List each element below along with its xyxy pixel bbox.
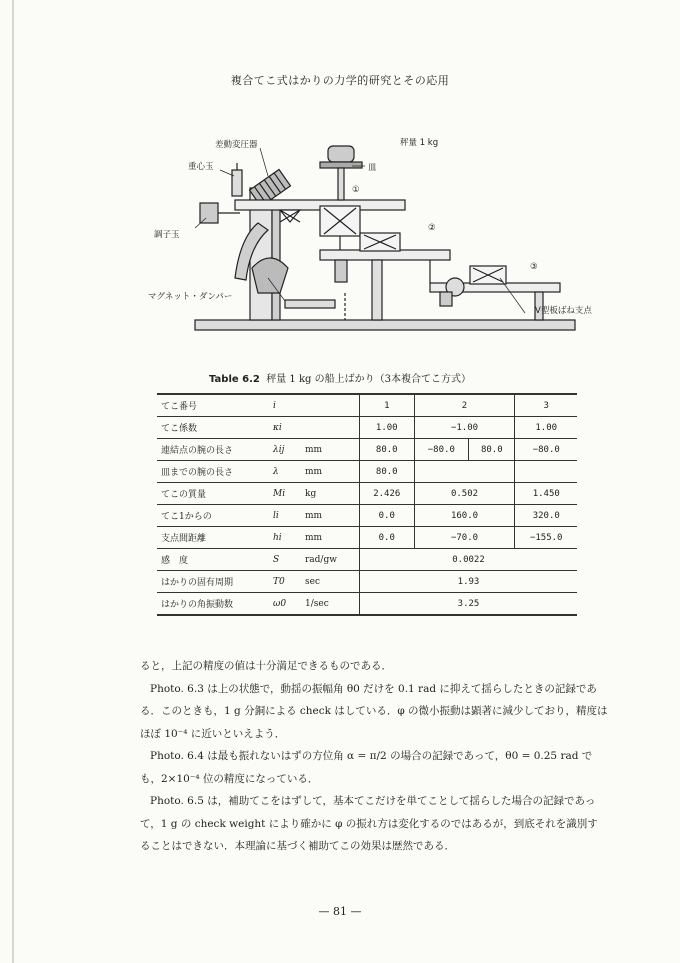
row-unit: [301, 394, 360, 417]
row-symbol: hi: [269, 527, 301, 549]
label-adjuster: 調子玉: [154, 230, 180, 240]
row-unit: 1/sec: [301, 593, 360, 616]
table-caption-label: Table 6.2: [209, 374, 260, 385]
row-symbol: li: [269, 505, 301, 527]
table-caption: [0, 370, 680, 385]
row-unit: [301, 417, 360, 439]
row-unit: kg: [301, 483, 360, 505]
cell-2: 2: [414, 394, 515, 417]
paragraph: Photo. 6.5 は，補助てこをはずして，基本てこだけを単てことして揺らした場合の記録であって，1 g の check weight により確かに φ の振れ方は変化するのではあるが，到底それを識別することはできない．本理論に基づく補助てこの効果は歴然である．: [140, 795, 598, 852]
cell-3: [515, 461, 577, 483]
label-lever-1: ①: [352, 185, 360, 195]
page-edge: [12, 0, 14, 963]
paragraph: ると，上記の精度の値は十分満足できるものである．: [140, 660, 392, 672]
row-name: てこ番号: [157, 394, 269, 417]
row-symbol: S: [269, 549, 301, 571]
cell-2: −70.0: [414, 527, 515, 549]
row-symbol: λij: [269, 439, 301, 461]
table-row: [157, 593, 577, 616]
cell-merged: 3.25: [360, 593, 578, 616]
cell-1: 80.0: [360, 439, 415, 461]
label-lever-2: ②: [428, 223, 436, 233]
table-caption-text: 秤量 1 kg の船上ばかり（3本複合てこ方式）: [266, 374, 471, 385]
label-pan: 皿: [368, 163, 377, 173]
table-row: [157, 505, 577, 527]
row-symbol: ω0: [269, 593, 301, 616]
cell-2: 0.502: [414, 483, 515, 505]
row-name: 支点間距離: [157, 527, 269, 549]
row-unit: mm: [301, 439, 360, 461]
paragraph: Photo. 6.4 は最も振れないはずの方位角 α = π/2 の場合の記録であって，θ0 = 0.25 rad でも，2×10⁻⁴ 位の精度になっている．: [140, 750, 593, 785]
cell-2: [414, 461, 515, 483]
row-name: てこの質量: [157, 483, 269, 505]
label-counterweight: 重心玉: [188, 162, 214, 172]
row-name: てこ係数: [157, 417, 269, 439]
label-v-spring-pivot: V型板ばね支点: [535, 306, 592, 316]
cell-3: −155.0: [515, 527, 577, 549]
row-symbol: T0: [269, 571, 301, 593]
cell-1: 1.00: [360, 417, 415, 439]
cell-1: 2.426: [360, 483, 415, 505]
row-name: てこ1からの: [157, 505, 269, 527]
cell-2: −1.00: [414, 417, 515, 439]
label-magnet-damper: マグネット・ダンパー: [148, 292, 233, 302]
cell-2b: 80.0: [469, 439, 515, 461]
row-name: はかりの角振動数: [157, 593, 269, 616]
paragraph: Photo. 6.3 は上の状態で，動揺の振幅角 θ0 だけを 0.1 rad に抑えて揺らしたときの記録である．このときも，1 g 分銅による check はしている．φ の微小振動は顕著に減少しており，精度はほぼ 10⁻⁴ に近いといえよう．: [140, 682, 608, 740]
table-row: [157, 461, 577, 483]
row-symbol: i: [269, 394, 301, 417]
cell-1: 80.0: [360, 461, 415, 483]
table-row: [157, 527, 577, 549]
cell-3: 320.0: [515, 505, 577, 527]
row-symbol: Mi: [269, 483, 301, 505]
cell-1: 1: [360, 394, 415, 417]
cell-merged: 0.0022: [360, 549, 578, 571]
table-row: [157, 571, 577, 593]
row-symbol: λ: [269, 461, 301, 483]
cell-3: −80.0: [515, 439, 577, 461]
body-text: [140, 655, 608, 858]
row-unit: mm: [301, 505, 360, 527]
scale-figure: [140, 128, 590, 343]
cell-3: 1.00: [515, 417, 577, 439]
row-name: 感 度: [157, 549, 269, 571]
parameter-table: [157, 393, 577, 616]
label-lever-3: ③: [530, 262, 538, 272]
row-unit: mm: [301, 527, 360, 549]
cell-2a: −80.0: [414, 439, 469, 461]
row-unit: rad/gw: [301, 549, 360, 571]
row-name: はかりの固有周期: [157, 571, 269, 593]
cell-3: 1.450: [515, 483, 577, 505]
cell-1: 0.0: [360, 505, 415, 527]
table-row: [157, 483, 577, 505]
cell-merged: 1.93: [360, 571, 578, 593]
label-differential-transformer: 差動変圧器: [215, 140, 258, 150]
table-row: [157, 417, 577, 439]
cell-2: 160.0: [414, 505, 515, 527]
cell-1: 0.0: [360, 527, 415, 549]
table-row: [157, 549, 577, 571]
row-name: 皿までの腕の長さ: [157, 461, 269, 483]
cell-3: 3: [515, 394, 577, 417]
row-symbol: κi: [269, 417, 301, 439]
label-capacity: 秤量 1 kg: [400, 138, 439, 148]
page-number: — 81 —: [318, 905, 362, 918]
running-header: 複合てこ式はかりの力学的研究とその応用: [230, 74, 450, 87]
table-row: [157, 394, 577, 417]
table-row: [157, 439, 577, 461]
row-unit: sec: [301, 571, 360, 593]
row-unit: mm: [301, 461, 360, 483]
row-name: 連結点の腕の長さ: [157, 439, 269, 461]
